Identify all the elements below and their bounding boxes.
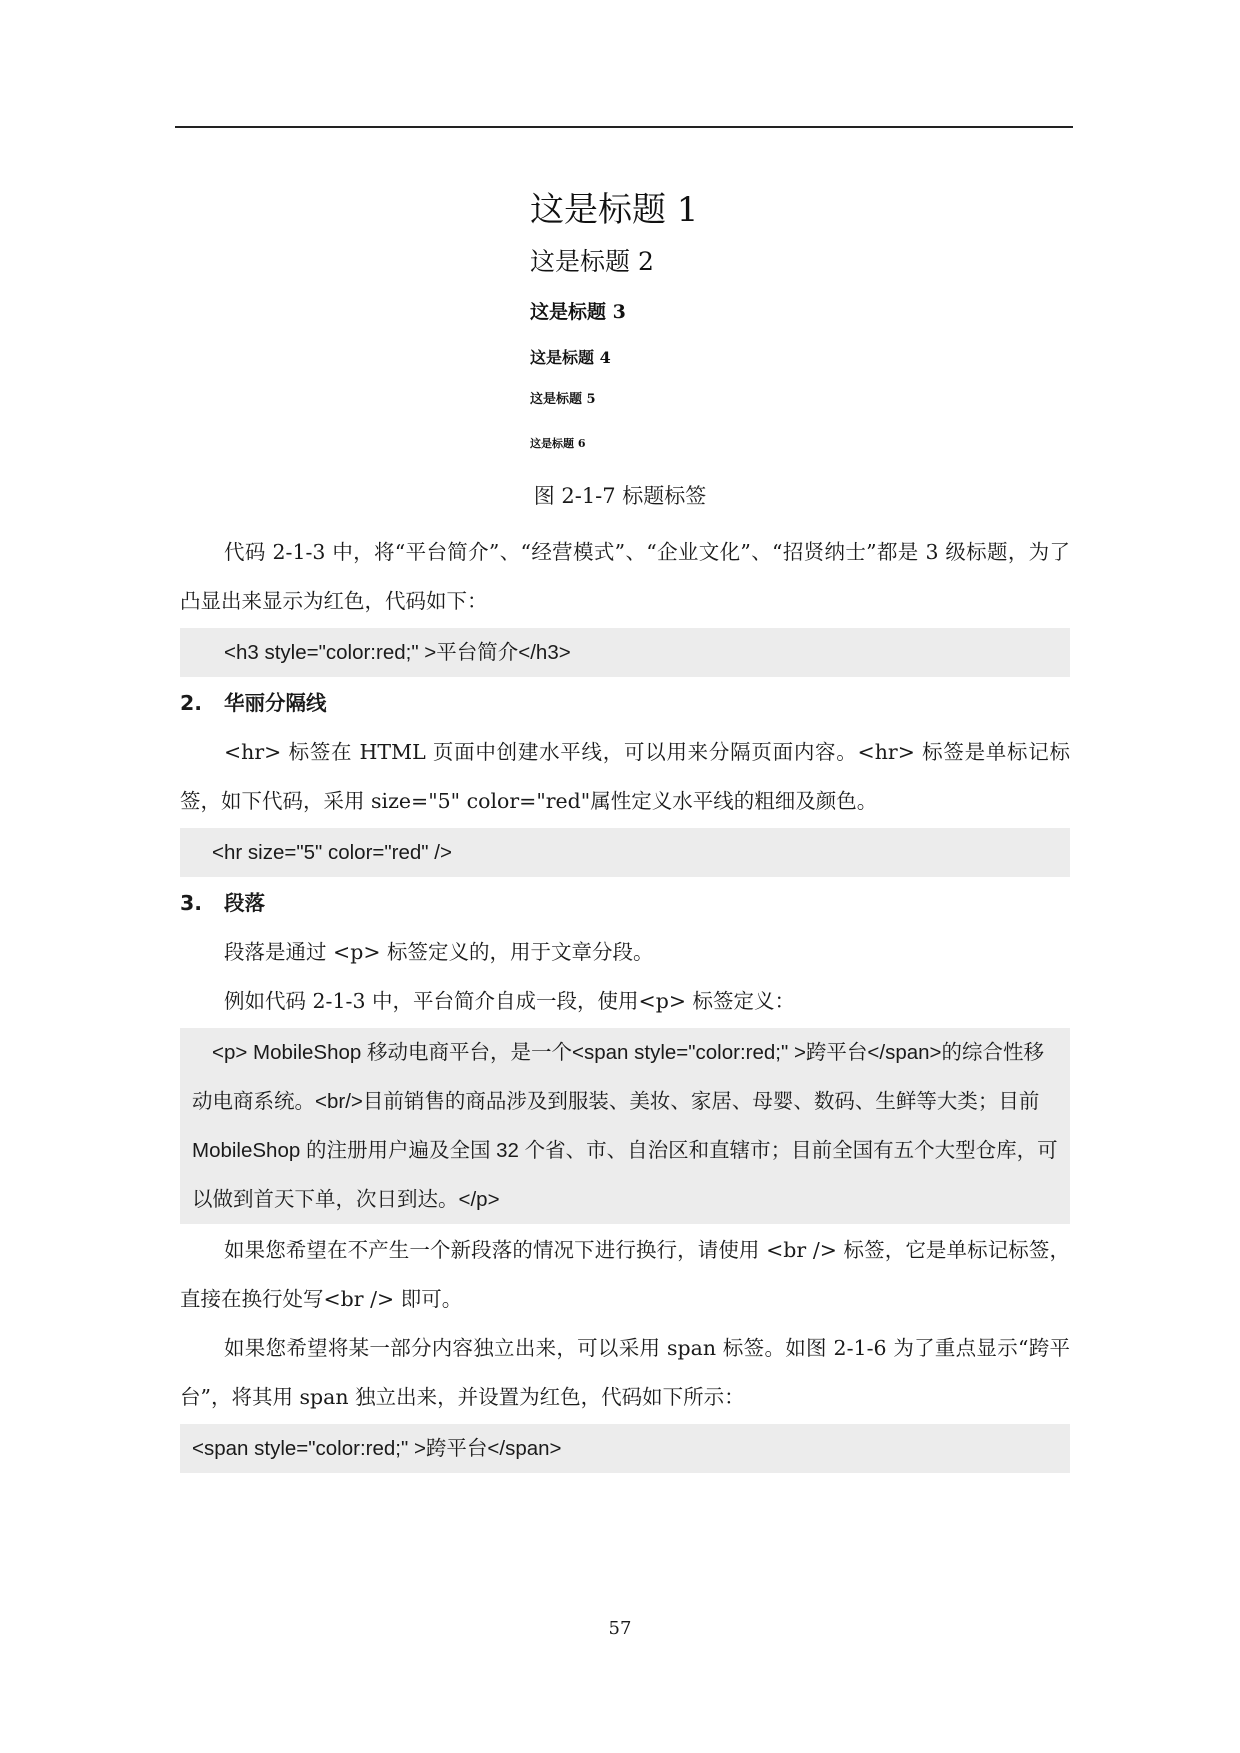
section-title: 段落	[224, 891, 265, 915]
figure-caption: 图 2-1-7 标题标签	[533, 484, 707, 508]
section-heading-3	[180, 879, 1070, 928]
document-body	[180, 528, 1070, 1475]
code-p-text: <p> MobileShop 移动电商平台，是一个<span style="color:red;" >跨平台</span>的综合性移动电商系统。<br/>目前销售的商品涉及到服装、美妆、家居、母婴、数码、生鲜等大类；目前 MobileShop 的注册用户遍及全国 32 个省、市、自治区和直辖市；目前全国有五个大型仓库，可以做到首天下单，次日到达。</p>	[192, 1041, 1058, 1211]
span-paragraph: 如果您希望将某一部分内容独立出来，可以采用 span 标签。如图 2-1-6 为了重点显示“跨平台”，将其用 span 独立出来，并设置为红色，代码如下所示：	[180, 1336, 1070, 1409]
section-number: 2.	[180, 691, 203, 715]
page-number: 57	[608, 1618, 632, 1639]
br-paragraph: 如果您希望在不产生一个新段落的情况下进行换行，请使用 <br /> 标签，它是单标记标签，直接在换行处写<br /> 即可。	[180, 1238, 1070, 1311]
figure-heading-4: 这是标题 4	[530, 348, 611, 367]
hr-paragraph: <hr> 标签在 HTML 页面中创建水平线，可以用来分隔页面内容。<hr> 标签是单标记标签，如下代码，采用 size="5" color="red"属性定义水平线的粗细及颜色。	[180, 740, 1070, 813]
header-rule	[175, 126, 1073, 128]
figure-heading-5: 这是标题 5	[530, 392, 596, 407]
code-h3-example: <h3 style="color:red;" >平台简介</h3>	[180, 628, 1070, 677]
intro-paragraph: 代码 2-1-3 中，将“平台简介”、“经营模式”、“企业文化”、“招贤纳士”都是 3 级标题，为了凸显出来显示为红色，代码如下：	[180, 540, 1070, 613]
figure-heading-2: 这是标题 2	[530, 247, 654, 276]
code-span-example: <span style="color:red;" >跨平台</span>	[180, 1424, 1070, 1473]
code-hr-example: <hr size="5" color="red" />	[180, 828, 1070, 877]
section-title: 华丽分隔线	[224, 691, 327, 715]
section-heading-2	[180, 679, 1070, 728]
paragraph-example-intro: 例如代码 2-1-3 中，平台简介自成一段，使用<p> 标签定义：	[224, 989, 796, 1013]
figure-heading-1: 这是标题 1	[530, 190, 699, 230]
heading-figure	[530, 186, 830, 464]
paragraph-definition: 段落是通过 <p> 标签定义的，用于文章分段。	[224, 940, 654, 964]
figure-heading-6: 这是标题 6	[530, 437, 586, 450]
section-number: 3.	[180, 891, 203, 915]
figure-heading-3: 这是标题 3	[530, 301, 626, 323]
code-p-example	[180, 1028, 1070, 1224]
